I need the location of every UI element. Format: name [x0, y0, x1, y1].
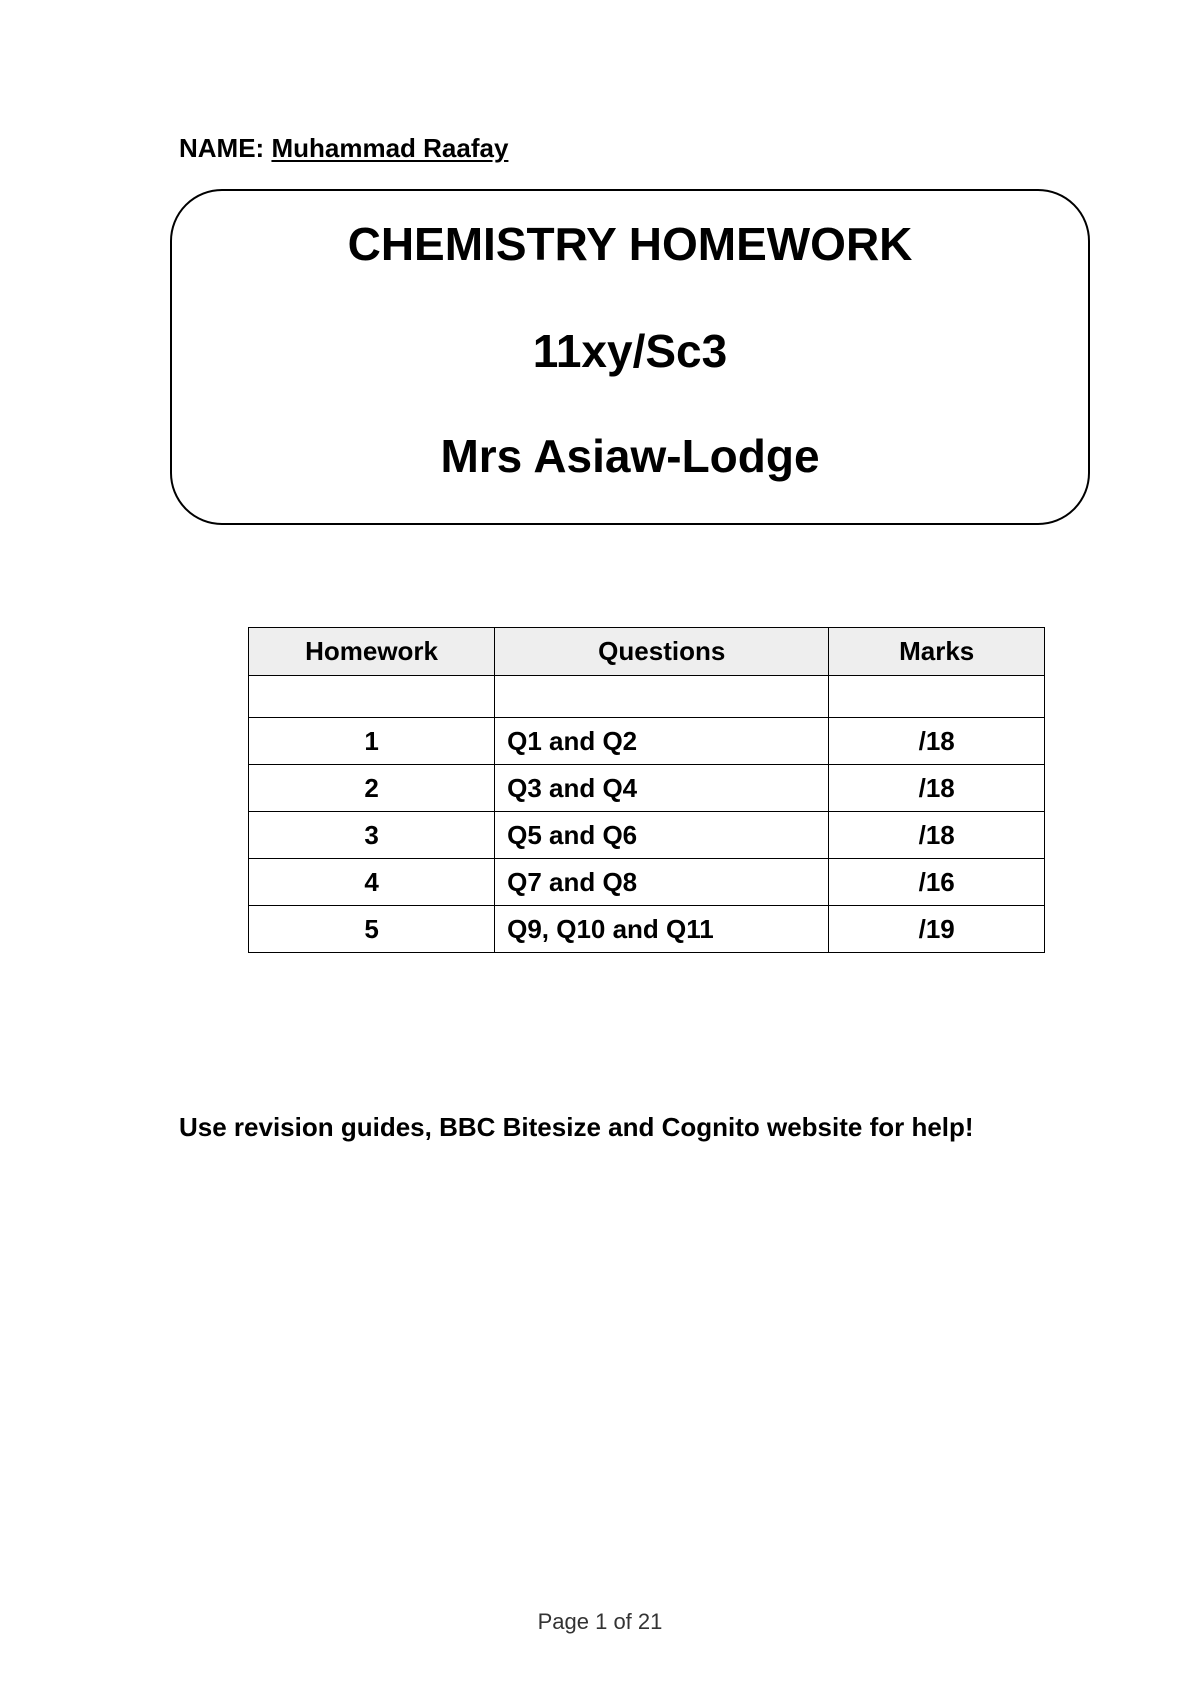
name-label: NAME: [179, 133, 265, 163]
table-row [249, 906, 1045, 953]
questions-cell: Q7 and Q8 [495, 859, 829, 906]
teacher-name: Mrs Asiaw-Lodge [440, 430, 820, 482]
questions-cell: Q1 and Q2 [495, 718, 829, 765]
marks-cell: /18 [829, 812, 1045, 859]
document-title: CHEMISTRY HOMEWORK [347, 218, 913, 270]
table-row [249, 765, 1045, 812]
marks-cell: /19 [829, 906, 1045, 953]
questions-cell [495, 676, 829, 718]
marks-cell [829, 676, 1045, 718]
marks-cell: /18 [829, 718, 1045, 765]
questions-cell: Q5 and Q6 [495, 812, 829, 859]
student-name-line [179, 132, 508, 164]
homework-cell: 4 [249, 859, 495, 906]
questions-cell: Q3 and Q4 [495, 765, 829, 812]
table-row [249, 676, 1045, 718]
help-note: Use revision guides, BBC Bitesize and Cognito website for help! [179, 1112, 974, 1142]
header-marks: Marks [829, 628, 1045, 676]
homework-cell: 1 [249, 718, 495, 765]
table-header-row [249, 628, 1045, 676]
homework-table [248, 627, 1045, 953]
homework-cell: 5 [249, 906, 495, 953]
table-row [249, 859, 1045, 906]
marks-cell: /16 [829, 859, 1045, 906]
page-number: Page 1 of 21 [537, 1609, 663, 1634]
table-row [249, 718, 1045, 765]
questions-cell: Q9, Q10 and Q11 [495, 906, 829, 953]
student-name: Muhammad Raafay [271, 133, 509, 163]
homework-cell: 2 [249, 765, 495, 812]
homework-cell [249, 676, 495, 718]
homework-cell: 3 [249, 812, 495, 859]
table-row [249, 812, 1045, 859]
title-box [170, 189, 1090, 525]
marks-cell: /18 [829, 765, 1045, 812]
header-questions: Questions [495, 628, 829, 676]
header-homework: Homework [249, 628, 495, 676]
class-code: 11xy/Sc3 [532, 325, 728, 377]
